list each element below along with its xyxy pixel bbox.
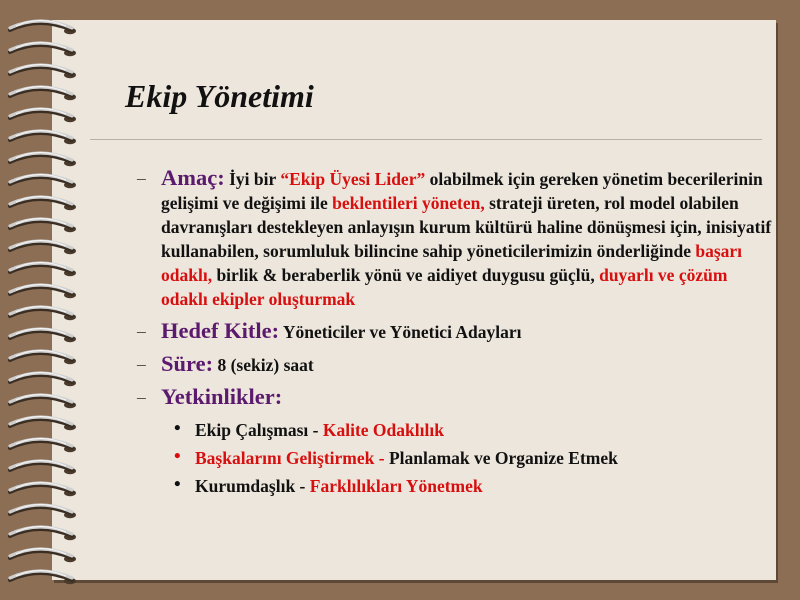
competency-item [174,472,777,500]
competency-name: Başkalarını Geliştirmek - [195,448,389,468]
bullet-icon: • [174,418,181,439]
dash-icon: – [137,168,146,188]
dash-icon: – [137,387,146,407]
spiral-ring-icon [10,197,76,211]
spiral-ring-icon [10,219,76,233]
spiral-ring-icon [10,373,76,387]
purpose-text-4: birlik & beraberlik yönü ve aidiyet duygusu güçlü, [212,265,600,285]
audience-text: Yöneticiler ve Yönetici Adayları [282,322,522,342]
spiral-ring-icon [10,549,76,563]
spiral-ring-icon [10,87,76,101]
spiral-ring-icon [10,571,76,585]
spiral-ring-icon [10,351,76,365]
page-title: Ekip Yönetimi [125,78,314,114]
purpose-highlight-leader: “Ekip Üyesi Lider” [280,169,426,189]
competency-pair: Farklılıkları Yönetmek [309,476,483,496]
list-item-purpose [137,166,777,311]
dash-icon: – [137,354,146,374]
purpose-text-2: olabilmek için gereken yönetim becerilerinin gelişimi ve değişimi ile [161,169,763,213]
spiral-ring-icon [10,307,76,321]
competencies-label: Yetkinlikler: [161,384,283,409]
bullet-icon: • [174,474,181,495]
purpose-label: Amaç: [161,165,225,190]
spiral-ring-icon [10,241,76,255]
spiral-ring-icon [10,21,76,35]
purpose-text-1: İyi bir [229,169,281,189]
competency-list [174,416,777,500]
competency-pair: Planlamak ve Organize Etmek [388,448,618,468]
slide-content [137,166,777,500]
spiral-ring-icon [10,527,76,541]
spiral-ring-icon [10,65,76,79]
spiral-ring-icon [10,461,76,475]
spiral-ring-icon [10,43,76,57]
spiral-binding [0,0,90,600]
audience-label: Hedef Kitle: [161,318,280,343]
spiral-ring-icon [10,505,76,519]
purpose-highlight-expectations: beklentileri yöneten, [332,193,485,213]
spiral-ring-icon [10,395,76,409]
competency-name: Kurumdaşlık - [195,476,310,496]
spiral-ring-icon [10,153,76,167]
competency-pair: Kalite Odaklılık [322,420,444,440]
list-item-competencies [137,385,777,410]
spiral-ring-icon [10,285,76,299]
spiral-ring-icon [10,131,76,145]
spiral-ring-icon [10,263,76,277]
competency-name: Ekip Çalışması - [195,420,323,440]
duration-label: Süre: [161,351,214,376]
spiral-ring-icon [10,329,76,343]
duration-text: 8 (sekiz) saat [217,355,314,375]
purpose-highlight-success: başarı odaklı, [161,241,743,285]
dash-icon: – [137,321,146,341]
bullet-icon: • [174,446,181,467]
competency-item [174,444,777,472]
competency-item [174,416,777,444]
spiral-ring-icon [10,417,76,431]
purpose-text-3: strateji üreten, rol model olabilen davranışları destekleyen anlayışın kurum kültürü haline dönüşmesi için, inisiyatif kullanabilen, sorumluluk bilincine sahip yöneticilerimizin önderliğinde [161,193,772,261]
purpose-highlight-teams: duyarlı ve çözüm odaklı ekipler oluşturmak [161,265,728,309]
spiral-ring-icon [10,439,76,453]
spiral-ring-icon [10,483,76,497]
title-divider [90,139,762,140]
spiral-ring-icon [10,109,76,123]
list-item-duration [137,352,777,377]
list-item-audience [137,319,777,344]
spiral-ring-icon [10,175,76,189]
